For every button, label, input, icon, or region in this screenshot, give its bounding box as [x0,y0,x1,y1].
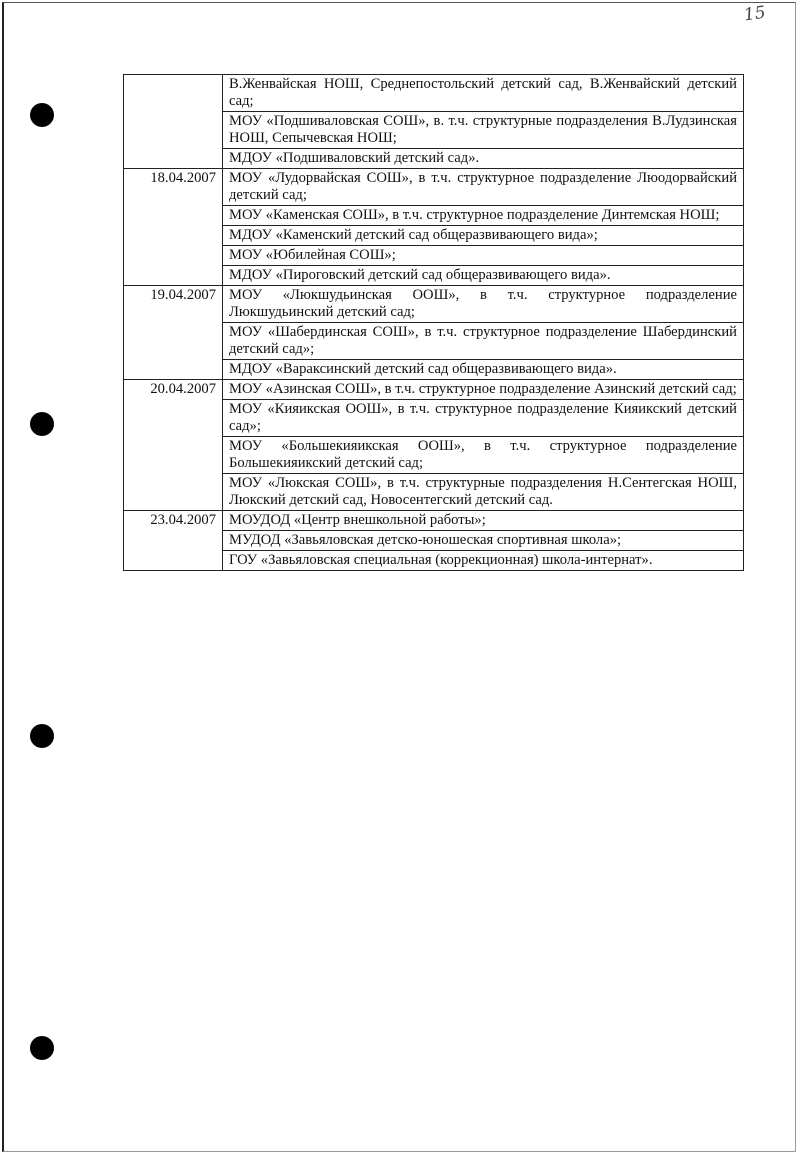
table-row [124,169,744,206]
table-row [124,511,744,531]
schedule-table [123,74,744,571]
institution-entry: МУДОД «Завьяловская детско-юношеская спортивная школа»; [223,531,744,551]
date-cell: 19.04.2007 [124,286,223,380]
institution-entry: В.Женвайская НОШ, Среднепостольский детский сад, В.Женвайский детский сад; [223,75,744,112]
date-cell: 20.04.2007 [124,380,223,511]
punch-hole-icon [30,1036,54,1060]
institution-entry: МДОУ «Подшиваловский детский сад». [223,149,744,169]
institution-entry: МОУ «Шабердинская СОШ», в т.ч. структурное подразделение Шабердинский детский сад»; [223,323,744,360]
page-number: 15 [742,2,767,26]
institution-entry: МДОУ «Каменский детский сад общеразвивающего вида»; [223,226,744,246]
institution-entry: МДОУ «Вараксинский детский сад общеразвивающего вида». [223,360,744,380]
punch-hole-icon [30,412,54,436]
schedule-body [124,75,744,571]
date-cell: 23.04.2007 [124,511,223,571]
institution-entry: МОУ «Лудорвайская СОШ», в т.ч. структурное подразделение Люодорвайский детский сад; [223,169,744,206]
table-row [124,286,744,323]
punch-hole-icon [30,724,54,748]
punch-hole-icon [30,103,54,127]
institution-entry: МОУ «Каменская СОШ», в т.ч. структурное подразделение Динтемская НОШ; [223,206,744,226]
table-row [124,380,744,400]
institution-entry: МОУ «Юбилейная СОШ»; [223,246,744,266]
table-row [124,75,744,112]
institution-entry: МОУ «Большекияикская ООШ», в т.ч. структурное подразделение Большекияикский детский сад; [223,437,744,474]
institution-entry: МДОУ «Пироговский детский сад общеразвивающего вида». [223,266,744,286]
date-cell [124,75,223,169]
institution-entry: МОУ «Азинская СОШ», в т.ч. структурное подразделение Азинский детский сад; [223,380,744,400]
institution-entry: МОУ «Люкшудьинская ООШ», в т.ч. структурное подразделение Люкшудьинский детский сад; [223,286,744,323]
institution-entry: МОУ «Люкская СОШ», в т.ч. структурные подразделения Н.Сентегская НОШ, Люкский детский сад, Новосентегский детский сад. [223,474,744,511]
date-cell: 18.04.2007 [124,169,223,286]
institution-entry: МОУДОД «Центр внешкольной работы»; [223,511,744,531]
institution-entry: МОУ «Кияикская ООШ», в т.ч. структурное подразделение Кияикский детский сад»; [223,400,744,437]
institution-entry: ГОУ «Завьяловская специальная (коррекционная) школа-интернат». [223,551,744,571]
institution-entry: МОУ «Подшиваловская СОШ», в. т.ч. структурные подразделения В.Лудзинская НОШ, Сепычевская НОШ; [223,112,744,149]
